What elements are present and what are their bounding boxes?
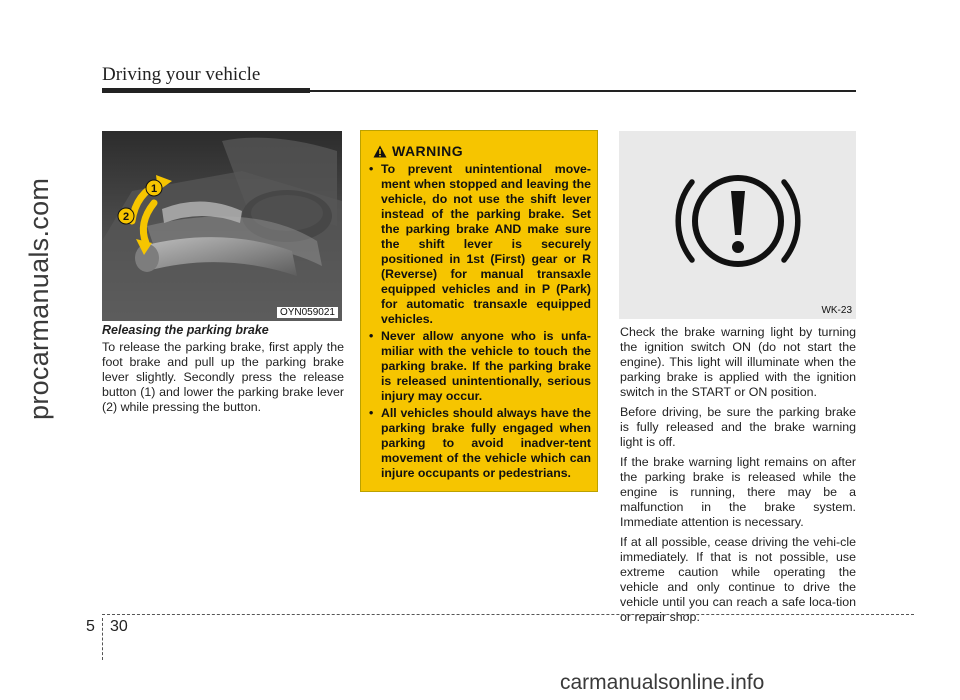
warning-title: WARNING (392, 143, 464, 159)
warning-bullet: • (369, 329, 374, 343)
callout-1: 1 (150, 183, 158, 195)
brake-light-instructions (620, 325, 856, 630)
bottom-watermark: carmanualsonline.info (560, 671, 765, 694)
symbol-code: WK-23 (821, 305, 852, 316)
warning-box (360, 130, 598, 492)
warning-item (369, 329, 591, 404)
paragraph: If the brake warning light remains on after the parking brake is released while the engine is running, there may be a malfunction in the brake system. Immediate attention is necessary. (620, 455, 856, 529)
release-instructions: To release the parking brake, first apply the foot brake and pull up the parking brake lever slightly. Secondly press the release button (1) and lower the parking brake lever (2) while pressing the button. (102, 340, 344, 414)
warning-item (369, 162, 591, 327)
brake-warning-light-icon (619, 131, 856, 319)
page-header-title: Driving your vehicle (102, 64, 261, 85)
brake-warning-symbol-panel (619, 131, 856, 319)
paragraph: If at all possible, cease driving the vehi-cle immediately. If that is not possible, use extreme caution while operating the vehicle and only continue to drive the vehicle until you can reach a safe loca-tion or repair shop. (620, 535, 856, 624)
chapter-number: 5 (86, 618, 95, 635)
warning-bullet: • (369, 162, 374, 176)
paragraph: Check the brake warning light by turning the ignition switch ON (do not start the engine). This light will illuminate when the parking brake is applied with the ignition switch in the START or ON position. (620, 325, 856, 399)
parking-brake-photo (102, 131, 342, 321)
section-caption: Releasing the parking brake (102, 323, 269, 337)
paragraph: Before driving, be sure the parking brake is fully released and the brake warning light is off. (620, 405, 856, 449)
footer-rule (102, 614, 914, 615)
header-rule-thick (102, 88, 310, 93)
footer-divider (102, 618, 103, 660)
page-number: 30 (110, 618, 128, 635)
parking-brake-illustration (102, 131, 342, 321)
warning-header (373, 143, 463, 159)
callout-2: 2 (122, 211, 130, 223)
warning-list (369, 162, 591, 483)
warning-item-text: All vehicles should always have the parking brake fully engaged when parking to avoid inadver-tent movement of the vehicle which can injure occupants or pedestrians. (381, 406, 591, 480)
warning-item-text: Never allow anyone who is unfa-miliar with the vehicle to touch the parking brake. If the parking brake is released unintentionally, serious injury may occur. (381, 329, 591, 403)
warning-triangle-icon (373, 145, 387, 158)
side-watermark: procarmanuals.com (24, 177, 54, 420)
warning-item-text: To prevent unintentional move-ment when stopped and leaving the vehicle, do not use the shift lever instead of the parking brake. Set the parking brake AND make sure the shift lever is securely positioned in 1st (First) gear or R (Reverse) for manual transaxle equipped vehicles and in P (Park) for automatic transaxle equipped vehicles. (381, 162, 591, 326)
warning-item (369, 406, 591, 481)
photo-code: OYN059021 (277, 307, 338, 318)
warning-bullet: • (369, 406, 374, 420)
header-rule-thin (310, 90, 856, 92)
